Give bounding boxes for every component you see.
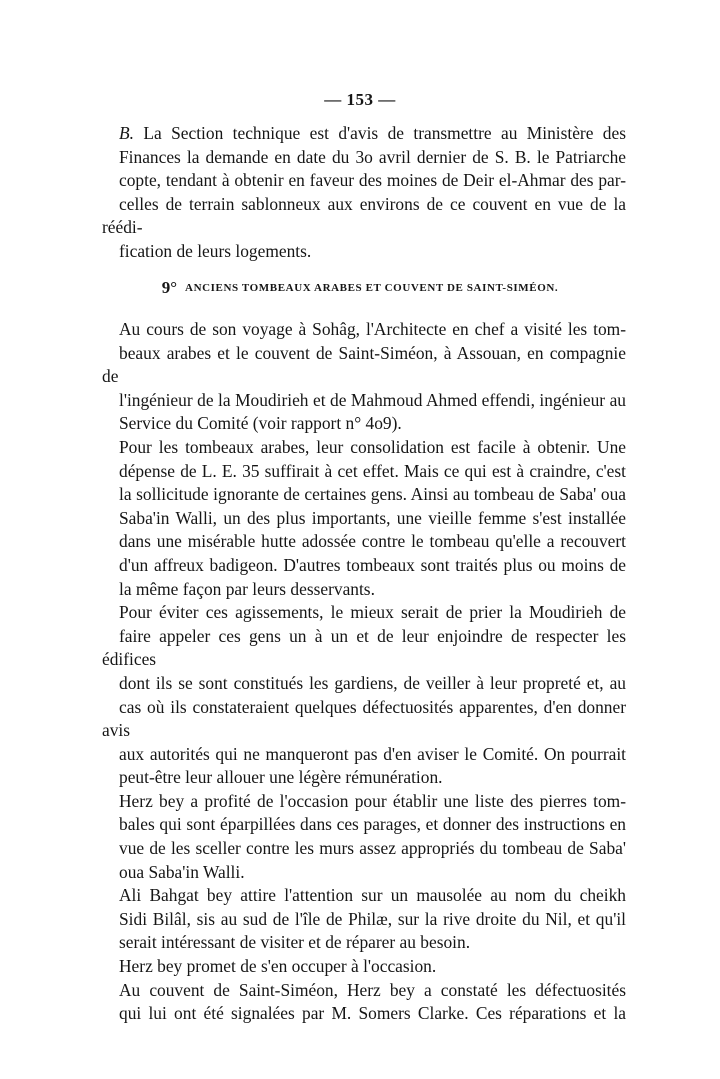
text-line: fication de leurs logements.	[119, 240, 312, 261]
text-line: Pour les tombeaux arabes, leur consolidation est facile à obtenir. Une	[119, 436, 626, 457]
text-line: la sollicitude ignorante de certaines gens. Ainsi au tombeau de Saba' oua	[119, 484, 626, 505]
text-line: oua Saba'in Walli.	[119, 861, 245, 882]
text-line: celles de terrain sablonneux aux environs de ce couvent en vue de la réédi-	[102, 193, 626, 238]
text-line-content: La Section technique est d'avis de transmettre au Ministère des	[143, 123, 626, 143]
text-line: Herz bey a profité de l'occasion pour établir une liste des pierres tom-	[119, 790, 626, 811]
main-text	[102, 318, 626, 1026]
paragraph	[102, 122, 626, 264]
text-line: faire appeler ces gens un à un et de leur enjoindre de respecter les édifices	[102, 625, 626, 670]
text-line: la même façon par leurs desservants.	[119, 578, 375, 599]
text-line: peut-être leur allouer une légère rémunération.	[119, 767, 443, 788]
text-line: Finances la demande en date du 3o avril dernier de S. B. le Patriarche	[119, 146, 626, 167]
text-line: Sidi Bilâl, sis au sud de l'île de Philæ, sur la rive droite du Nil, et qu'il	[119, 908, 626, 929]
paragraph-b	[102, 122, 626, 264]
text-line: Herz bey promet de s'en occuper à l'occasion.	[119, 956, 437, 977]
section-title: ANCIENS TOMBEAUX ARABES ET COUVENT DE SAINT-SIMÉON.	[185, 282, 559, 294]
paragraph	[102, 318, 626, 436]
paragraph	[102, 884, 626, 955]
paragraph	[102, 601, 626, 790]
text-line: dépense de L. E. 35 suffirait à cet effet. Mais ce qui est à craindre, c'est	[119, 460, 626, 481]
paragraph	[102, 790, 626, 884]
text-line: copte, tendant à obtenir en faveur des moines de Deir el-Ahmar des par-	[119, 170, 626, 191]
paragraph	[102, 955, 626, 979]
text-line: Pour éviter ces agissements, le mieux serait de prier la Moudirieh de	[119, 602, 626, 623]
section-number: 9°	[161, 278, 178, 297]
section-heading	[0, 276, 720, 296]
text-line: l'ingénieur de la Moudirieh et de Mahmoud Ahmed effendi, ingénieur au	[119, 389, 626, 410]
text-line: beaux arabes et le couvent de Saint-Siméon, à Assouan, en compagnie de	[102, 342, 626, 387]
page-number: — 153 —	[324, 90, 396, 109]
text-line: d'un affreux badigeon. D'autres tombeaux sont traités plus ou moins de	[119, 554, 626, 575]
text-line: Au cours de son voyage à Sohâg, l'Architecte en chef a visité les tom-	[119, 319, 626, 339]
text-line: qui lui ont été signalées par M. Somers Clarke. Ces réparations et la	[119, 1003, 626, 1024]
text-line: dans une misérable hutte adossée contre le tombeau qu'elle a recouvert	[119, 531, 626, 552]
text-line	[102, 122, 626, 146]
text-line: Ali Bahgat bey attire l'attention sur un mausolée au nom du cheikh	[119, 885, 626, 906]
text-line: aux autorités qui ne manqueront pas d'en aviser le Comité. On pourrait	[119, 743, 626, 764]
paragraph	[102, 979, 626, 1026]
paragraph	[102, 436, 626, 601]
text-line: vue de les sceller contre les murs assez appropriés du tombeau de Saba'	[119, 838, 626, 859]
text-line: dont ils se sont constitués les gardiens, de veiller à leur propreté et, au	[119, 672, 626, 693]
text-line: bales qui sont éparpillées dans ces parages, et donner des instructions en	[119, 814, 626, 835]
text-line: Saba'in Walli, un des plus importants, une vieille femme s'est installée	[119, 507, 626, 528]
text-line: cas où ils constateraient quelques défectuosités apparentes, d'en donner avis	[102, 696, 626, 741]
text-line: Service du Comité (voir rapport n° 4o9).	[119, 413, 402, 434]
text-line: serait intéressant de visiter et de réparer au besoin.	[119, 932, 471, 953]
text-line: Au couvent de Saint-Siméon, Herz bey a constaté les défectuosités	[119, 979, 626, 1000]
paragraph-lead: B.	[119, 123, 134, 143]
